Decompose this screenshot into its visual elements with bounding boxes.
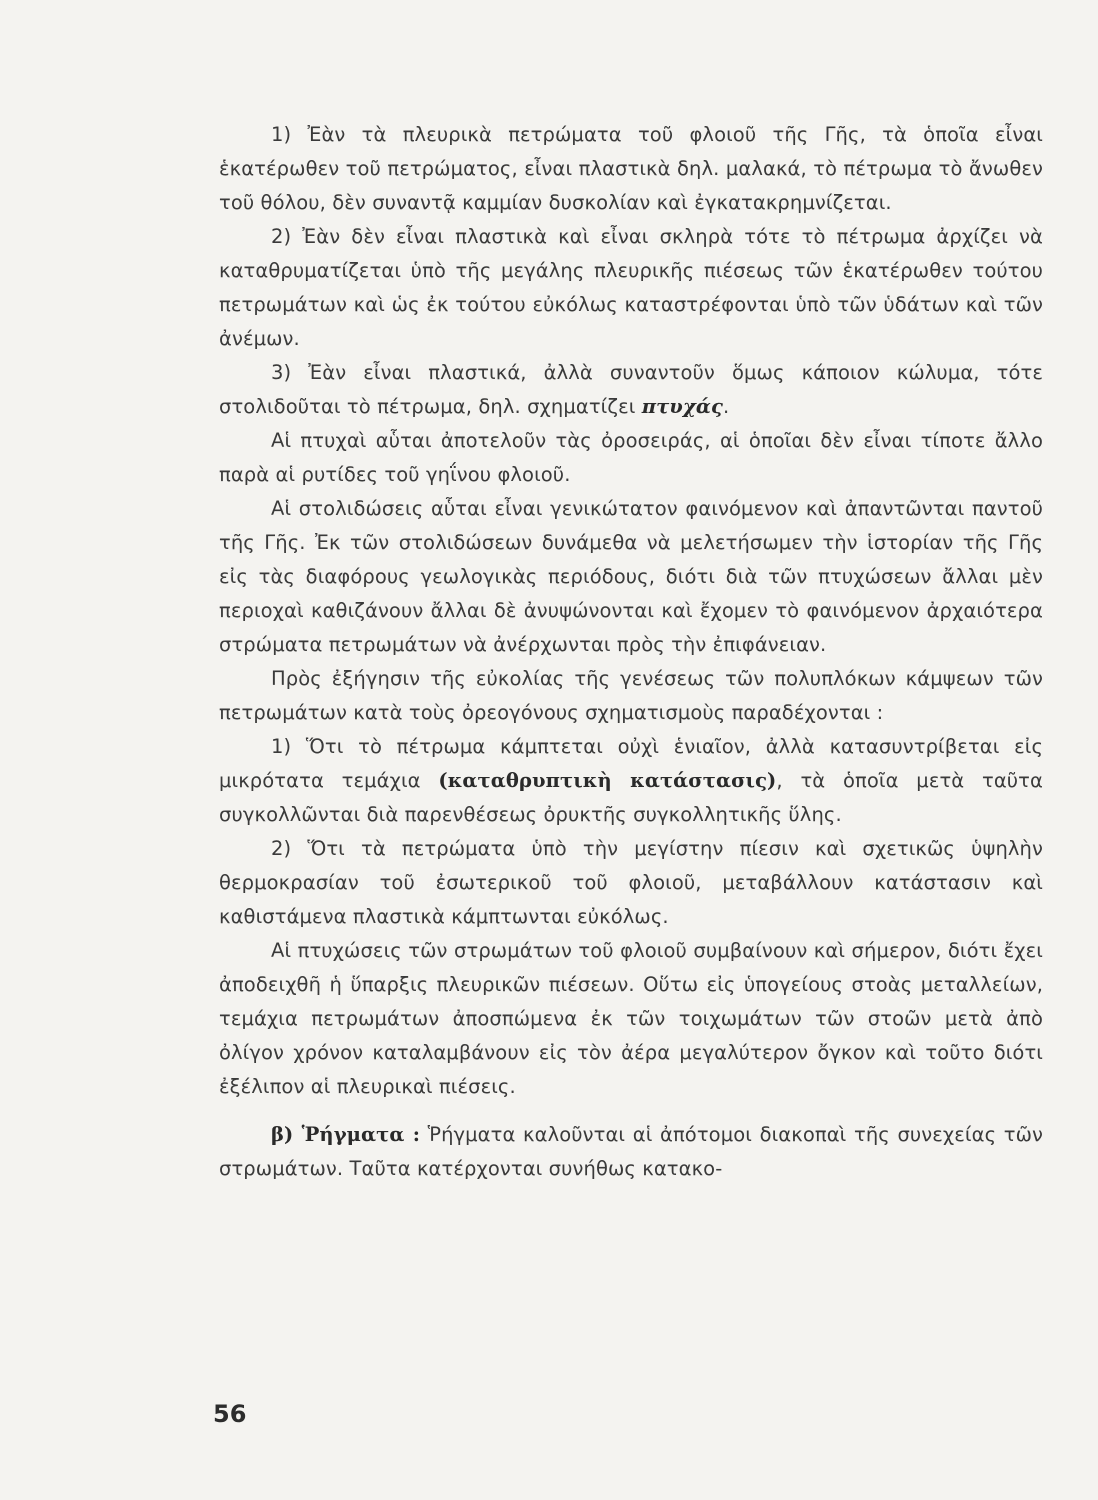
paragraph-10-text: Ῥήγματα καλοῦνται αἱ ἀπότομοι διακοπαὶ τῆς συνεχείας τῶν στρωμάτων. Ταῦτα κατέρχονται συνήθως κατακο- [219, 1123, 1043, 1180]
paragraph-2: 2) Ἐὰν δὲν εἶναι πλαστικὰ καὶ εἶναι σκληρὰ τότε τὸ πέτρωμα ἀρχίζει νὰ καταθρυματίζεται ὑπὸ τῆς μεγάλης πλευρικῆς πιέσεως τῶν ἑκατέρωθεν τούτου πετρωμάτων καὶ ὡς ἐκ τούτου εὐκόλως καταστρέφονται ὑπὸ τῶν ὑδάτων καὶ τῶν ἀνέμων. [219, 225, 1043, 350]
paragraph-7 [219, 730, 1043, 832]
paragraph-1: 1) Ἐὰν τὰ πλευρικὰ πετρώματα τοῦ φλοιοῦ τῆς Γῆς, τὰ ὁποῖα εἶναι ἑκατέρωθεν τοῦ πετρώματος, εἶναι πλαστικὰ δηλ. μαλακά, τὸ πέτρωμα τὸ ἄνωθεν τοῦ θόλου, δὲν συναντᾷ καμμίαν δυσκολίαν καὶ ἐγκατακρημνίζεται. [219, 123, 1043, 214]
paragraph-5: Αἱ στολιδώσεις αὗται εἶναι γενικώτατον φαινόμενον καὶ ἀπαντῶνται παντοῦ τῆς Γῆς. Ἐκ τῶν στολιδώσεων δυνάμεθα νὰ μελετήσωμεν τὴν ἱστορίαν τῆς Γῆς εἰς τὰς διαφόρους γεωλογικὰς περιόδους, διότι διὰ τῶν πτυχώσεων ἄλλαι μὲν περιοχαὶ καθιζάνουν ἄλλαι δὲ ἀνυψώνονται καὶ ἔχομεν τὸ φαινόμενον ἀρχαιότερα στρώματα πετρωμάτων νὰ ἀνέρχωνται πρὸς τὴν ἐπιφάνειαν. [219, 497, 1043, 656]
emphasis-katathryptiki: (καταθρυπτικὴ κατάστασις) [438, 769, 777, 792]
emphasis-ptychas: πτυχάς [641, 395, 723, 418]
paragraph-9: Αἱ πτυχώσεις τῶν στρωμάτων τοῦ φλοιοῦ συμβαίνουν καὶ σήμερον, διότι ἔχει ἀποδειχθῆ ἡ ὕπαρξις πλευρικῶν πιέσεων. Οὕτω εἰς ὑπογείους στοὰς μεταλλείων, τεμάχια πετρωμάτων ἀποσπώμενα ἐκ τῶν τοιχωμάτων τῶν στοῶν μετὰ ἀπὸ ὀλίγον χρόνον καταλαμβάνουν εἰς τὸν ἀέρα μεγαλύτερον ὄγκον καὶ τοῦτο διότι ἐξέλιπον αἱ πλευρικαὶ πιέσεις. [219, 939, 1043, 1098]
paragraph-4: Αἱ πτυχαὶ αὗται ἀποτελοῦν τὰς ὀροσειράς, αἱ ὁποῖαι δὲν εἶναι τίποτε ἄλλο παρὰ αἱ ρυτίδες τοῦ γηΐνου φλοιοῦ. [219, 429, 1043, 486]
paragraph-6: Πρὸς ἐξήγησιν τῆς εὐκολίας τῆς γενέσεως τῶν πολυπλόκων κάμψεων τῶν πετρωμάτων κατὰ τοὺς ὀρεογόνους σχηματισμοὺς παραδέχονται : [219, 667, 1043, 724]
paragraph-7-text: 1) Ὅτι τὸ πέτρωμα κάμπτεται οὐχὶ ἑνιαῖον, ἀλλὰ κατασυντρίβεται εἰς μικρότατα τεμάχια [219, 735, 1043, 792]
paragraph-8: 2) Ὅτι τὰ πετρώματα ὑπὸ τὴν μεγίστην πίεσιν καὶ σχετικῶς ὑψηλὴν θερμοκρασίαν τοῦ ἐσωτερικοῦ τοῦ φλοιοῦ, μεταβάλλουν κατάστασιν καὶ καθιστάμενα πλαστικὰ κάμπτωνται εὐκόλως. [219, 837, 1043, 928]
section-heading-rigmata: β) Ῥήγματα : [271, 1123, 420, 1146]
page-number: 56 [213, 1400, 247, 1428]
paragraph-3-end: . [722, 395, 730, 418]
paragraph-3 [219, 356, 1043, 424]
paragraph-3-text: 3) Ἐὰν εἶναι πλαστικά, ἀλλὰ συναντοῦν ὅμως κάποιον κώλυμα, τότε στολιδοῦται τὸ πέτρωμα, δηλ. σχηματίζει [219, 361, 1043, 418]
paragraph-10 [219, 1118, 1043, 1186]
paragraph-7-end: , τὰ ὁποῖα μετὰ ταῦτα συγκολλῶνται διὰ παρενθέσεως ὀρυκτῆς συγκολλητικῆς ὕλης. [219, 769, 1043, 826]
body-text [219, 118, 1043, 1186]
